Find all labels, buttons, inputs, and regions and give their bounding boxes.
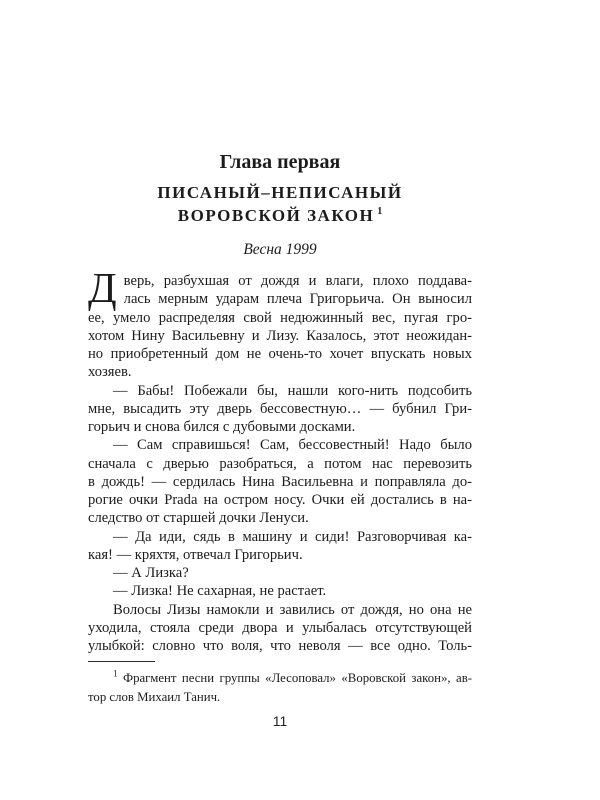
- footnote-marker: 1: [113, 669, 118, 679]
- text-line: — А Лизка?: [113, 565, 189, 581]
- text-line: уходила, стояла среди двора и улыбалась отсутствующей: [88, 619, 472, 636]
- text-line: хотом Нину Васильевну и Лизу. Казалось, этот неожидан-: [88, 327, 472, 344]
- text-line: горьич и снова бился с дубовыми досками.: [88, 419, 356, 435]
- text-block: [88, 0, 472, 730]
- text-line: — Бабы! Побежали бы, нашли кого-нить подсобить: [113, 382, 472, 399]
- text-line: — Сам справишься! Сам, бессовестный! Надо было: [113, 437, 472, 454]
- footnote-text: Фрагмент песни группы «Лесоповал» «Воровской закон», ав-: [122, 671, 472, 686]
- text-line: Волосы Лизы намокли и завились от дождя, но она не: [113, 601, 472, 618]
- paragraph: [88, 582, 472, 600]
- body-text: [88, 266, 472, 655]
- text-line: следство от старшей дочки Ленуси.: [88, 510, 309, 527]
- footnote: [88, 669, 472, 706]
- text-line: сначала с дверью разобраться, а потом нас перевозить: [88, 455, 472, 472]
- chapter-title-line2: ВОРОВСКОЙ ЗАКОН: [177, 206, 375, 225]
- page-number: 11: [272, 713, 288, 730]
- footnote-separator: [88, 661, 155, 662]
- text-line: ее, умело распределяя свой недюжинный вес, пугая гро-: [88, 309, 472, 326]
- chapter-heading: [88, 0, 472, 259]
- paragraph: [88, 266, 472, 382]
- paragraph: [88, 528, 472, 565]
- text-line: хозяев.: [88, 364, 132, 381]
- text-line: лась мерным ударам плеча Григорьича. Он выносил: [123, 291, 472, 308]
- chapter-subtitle: Весна 1999: [243, 241, 317, 258]
- text-line: — Да иди, сядь в машину и сиди! Разговорчивая ка-: [113, 528, 472, 545]
- footnote-reference: 1: [377, 206, 383, 218]
- text-line: мне, высадить эту дверь бессовестную… — бубнил Гри-: [88, 400, 472, 417]
- paragraph: [88, 382, 472, 437]
- chapter-title: [88, 181, 472, 227]
- text-line: но приобретенный дом не очень-то хочет впускать новых: [88, 346, 472, 362]
- text-line: верь, разбухшая от дождя и влаги, плохо поддава-: [123, 273, 472, 289]
- text-line: рогие очки Prada на остром носу. Очки ей достались в на-: [88, 492, 472, 508]
- text-line: — Лизка! Не сахарная, не растает.: [113, 583, 327, 600]
- text-line: улыбкой: словно что воля, что неволя — все одно. Толь-: [88, 638, 472, 654]
- chapter-title-line1: ПИСАНЫЙ–НЕПИСАНЫЙ: [157, 183, 403, 202]
- paragraph: [88, 564, 472, 582]
- chapter-number: Глава первая: [219, 151, 341, 173]
- text-line: в дождь! — сердилась Нина Васильевна и поправляла до-: [88, 473, 472, 490]
- text-line: кая! — кряхтя, отвечал Григорьич.: [88, 546, 303, 563]
- paragraph: [88, 436, 472, 527]
- dropcap-letter: Д: [88, 266, 117, 312]
- footnote-line: [88, 669, 472, 688]
- footnote-line: тор слов Михаил Танич.: [88, 689, 221, 704]
- paragraph: [88, 601, 472, 656]
